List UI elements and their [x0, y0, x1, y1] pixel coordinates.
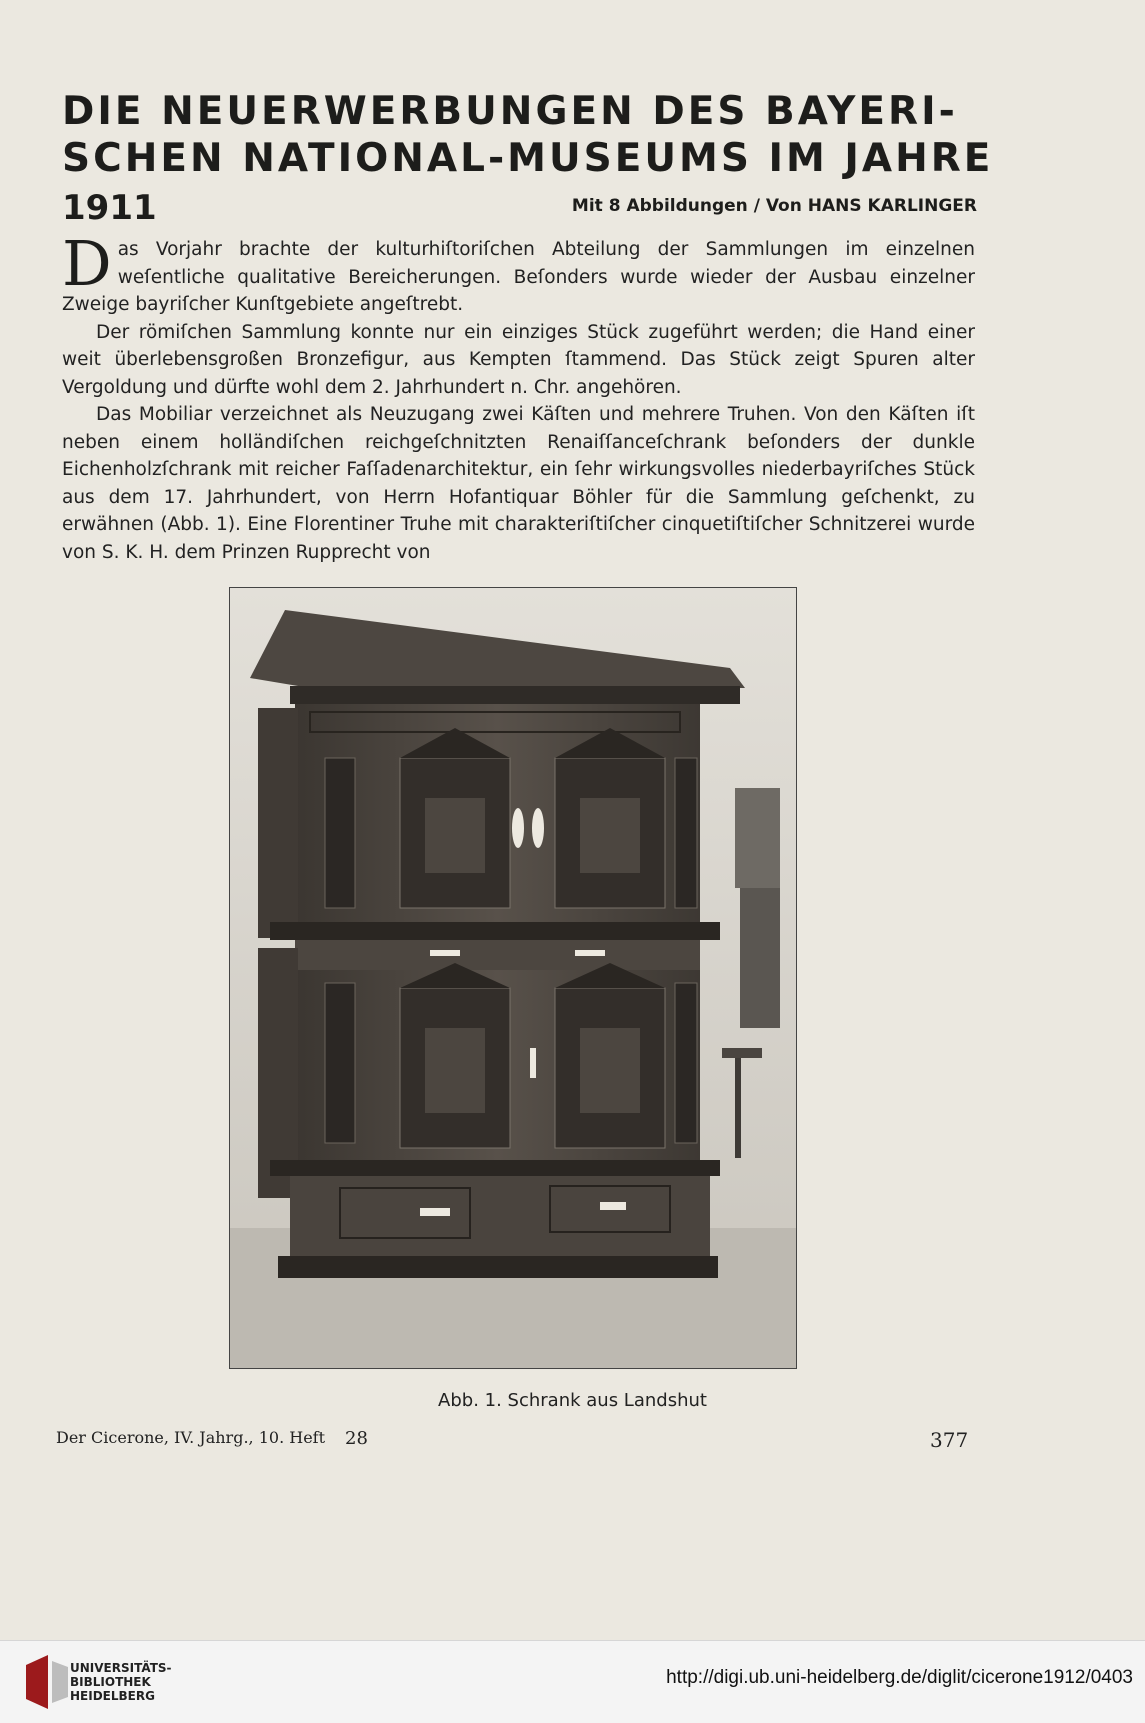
permalink-url[interactable]: http://digi.ub.uni-heidelberg.de/diglit/cicerone1912/0403	[666, 1667, 1133, 1688]
paragraph-2: Der römiſchen Sammlung konnte nur ein einziges Stück zugeführt werden; die Hand einer weit überlebensgroßen Bronzefigur, aus Kempten ſtammend. Das Stück zeigt Spuren alter Vergoldung und dürfte wohl dem 2. Jahrhundert n. Chr. angehören.	[62, 321, 975, 398]
article-body	[62, 227, 975, 566]
article-title	[62, 88, 994, 182]
title-line-2: SCHEN NATIONAL-MUSEUMS IM JAHRE	[62, 136, 994, 181]
cabinet-illustration	[230, 588, 796, 1368]
title-line-1: DIE NEUERWERBUNGEN DES BAYERI-	[62, 89, 958, 134]
library-name-line-1: UNIVERSITÄTS-	[70, 1661, 172, 1675]
library-name	[70, 1661, 172, 1703]
byline: Mit 8 Abbildungen / Von HANS KARLINGER	[571, 196, 977, 216]
paragraph-1-text: as Vorjahr brachte der kulturhiſtoriſchen Abteilung der Sammlungen im einzelnen weſentliche qualitative Bereicherungen. Beſonders wurde wieder der Ausbau einzelner Zweige bayriſcher Kunſtgebiete angeſtrebt.	[62, 239, 975, 315]
signature-mark: 28	[345, 1428, 368, 1449]
university-library-logo-icon	[18, 1653, 76, 1711]
page-number: 377	[930, 1428, 969, 1452]
title-year: 1911	[62, 188, 157, 228]
figure-cabinet-photo	[229, 587, 797, 1369]
journal-footer: Der Cicerone, IV. Jahrg., 10. Heft	[56, 1428, 326, 1447]
library-name-line-2: BIBLIOTHEK	[70, 1675, 151, 1689]
paragraph-1	[62, 227, 975, 319]
figure-caption: Abb. 1. Schrank aus Landshut	[438, 1390, 707, 1411]
library-name-line-3: HEIDELBERG	[70, 1689, 155, 1703]
drop-cap: D	[62, 227, 112, 300]
library-footer-bar	[0, 1640, 1145, 1723]
paragraph-3: Das Mobiliar verzeichnet als Neuzugang zwei Käſten und mehrere Truhen. Von den Käſten iſt neben einem holländiſchen reichgeſchnitzten Renaiſſanceſchrank beſonders der dunkle Eichenholzſchrank mit reicher Faſſadenarchitektur, ein ſehr wirkungsvolles niederbayriſches Stück aus dem 17. Jahrhundert, von Herrn Hofantiquar Böhler für die Sammlung geſchenkt, zu erwähnen (Abb. 1). Eine Florentiner Truhe mit charakteriſtiſcher cinquetiſtiſcher Schnitzerei wurde von S. K. H. dem Prinzen Rupprecht von	[62, 404, 975, 563]
